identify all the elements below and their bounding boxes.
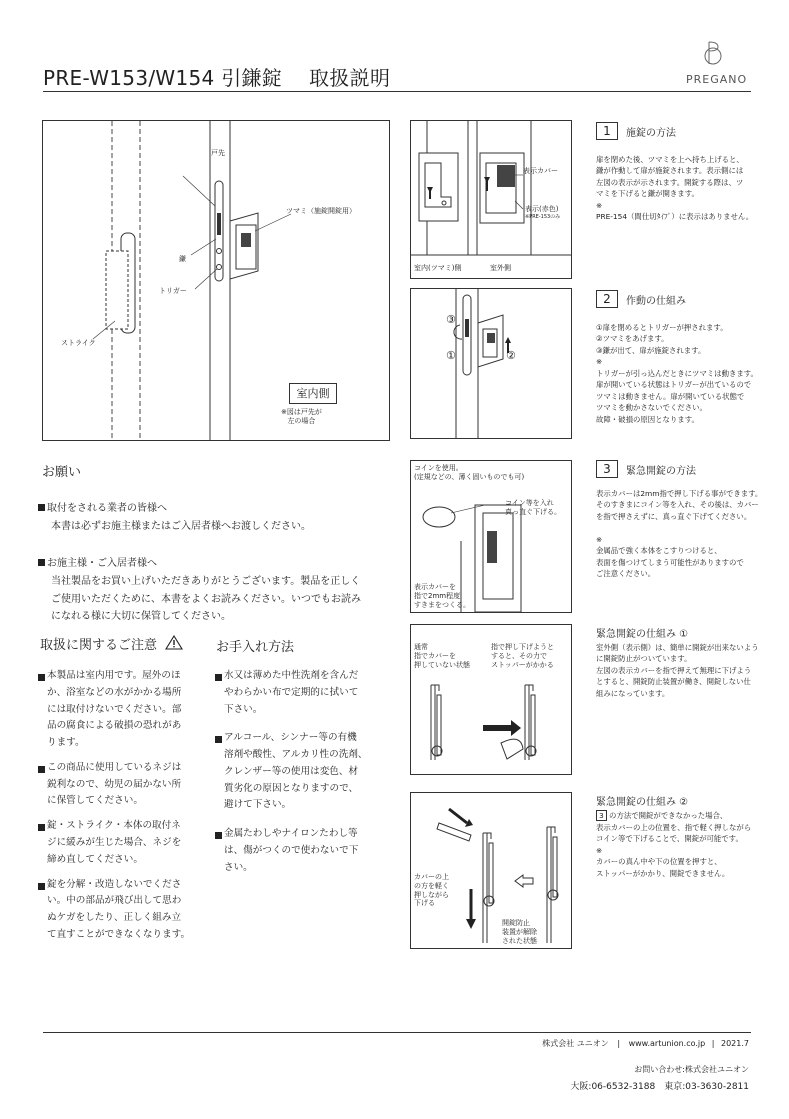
label-door-edge: 戸先 bbox=[211, 149, 225, 157]
section-3-title: 緊急開錠の方法 bbox=[626, 465, 696, 477]
caution-heading: 取扱に関するご注意 bbox=[40, 634, 183, 653]
label-push: 指で押し下げようと すると、その力で ストッパーがかかる bbox=[491, 643, 554, 669]
section-2-body: ①扉を閉めるとトリガーが押されます。 ②ツマミをあげます。 ③鎌が出て、扉が施錠されます。 ※ トリガーが引っ込んだときにツマミは動きます。 扉が開いている状態はトリガーが出ているので ツマミは動きません。扉が開いている状態で ツマミを動かさないでください。 故障・破損の原因となります。 bbox=[596, 323, 758, 424]
room-label: 室内側 bbox=[289, 383, 337, 404]
caution-item: この商品に使用しているネジは 鋭利なので、幼児の届かない所 に保管してください。 bbox=[38, 760, 208, 810]
callout-1: ① bbox=[446, 349, 456, 362]
caution-item: 本製品は室内用です。屋外のほ か、浴室などの水がかかる場所 には取付けないでください。部 品の腐食による破損の恐れがあ ります。 bbox=[38, 668, 208, 752]
footer-url[interactable]: www.artunion.co.jp bbox=[628, 1039, 706, 1048]
label-cover: 表示カバー bbox=[523, 167, 558, 175]
footer-date: 2021.7 bbox=[721, 1039, 749, 1048]
section-3-heading bbox=[596, 460, 696, 478]
figure-locking bbox=[410, 120, 572, 279]
section-2-title: 作動の仕組み bbox=[626, 295, 686, 307]
figure-emergency bbox=[410, 460, 572, 613]
section-2-number: 2 bbox=[596, 290, 618, 308]
label-hook: 鎌 bbox=[179, 255, 186, 263]
page-title: PRE-W153/W154 引鎌錠 取扱説明 bbox=[43, 66, 391, 90]
section-1-body: 扉を閉めた後、ツマミを上へ持ち上げると、 鎌が作動して扉が施錠されます。表示側には 左図の表示が示されます。開錠する際は、ツ マミを下げると鎌が開きます。 ※ PRE-154（間仕切ﾀｲﾌﾟ）に表示はありません。 bbox=[596, 155, 754, 222]
label-strike: ストライク bbox=[61, 339, 96, 347]
figure-stopper bbox=[410, 624, 572, 775]
figure-release bbox=[410, 792, 572, 949]
mech1-title: 緊急開錠の仕組み ① bbox=[596, 629, 689, 640]
footer-rule bbox=[43, 1032, 751, 1033]
footer-phones: 大阪:06-6532-3188 東京:03-3630-2811 bbox=[570, 1082, 749, 1092]
label-insert: コイン等を入れ 真っ直ぐ下げる。 bbox=[505, 499, 561, 516]
mech1-body: 室外側（表示側）は、簡単に開錠が出来ないよう に開錠防止がついています。 左図の表示カバーを指で押えて無理に下げよう とすると、開錠防止装置が働き、開錠しない仕 組みになっています。 bbox=[596, 643, 759, 698]
figure-mechanism bbox=[410, 288, 572, 439]
request-1-head: 取付をされる業者の皆様へ bbox=[38, 500, 167, 518]
header-rule bbox=[43, 91, 751, 92]
warning-icon bbox=[165, 635, 183, 650]
footer-info: 株式会社 ユニオン | www.artunion.co.jp | 2021.7 bbox=[542, 1039, 749, 1048]
request-1-body: 本書は必ずお施主様またはご入居者様へお渡しください。 bbox=[51, 521, 311, 532]
room-note: ※図は戸先が 左の場合 bbox=[281, 408, 322, 425]
section-2-heading bbox=[596, 290, 686, 308]
label-trigger: トリガー bbox=[159, 287, 187, 295]
label-inside: 室内(ツマミ)側 bbox=[414, 264, 462, 272]
label-note: ※PRE-153のみ bbox=[525, 214, 561, 220]
main-figure bbox=[42, 120, 390, 441]
label-gap: 表示カバーを 指で2mm程度 すきまをつくる。 bbox=[414, 583, 470, 609]
label-released: 開錠防止 装置が解除 された状態 bbox=[502, 919, 537, 945]
label-knob: ツマミ（施錠開錠用） bbox=[286, 207, 356, 215]
mech2-body: 表示カバーの上の位置を、指で軽く押しながら コイン等で下げることで、開錠が可能です。 ※ カバーの真ん中や下の位置を押すと、 ストッパーがかかり、開錠できません。 bbox=[596, 823, 752, 878]
care-heading: お手入れ方法 bbox=[216, 640, 295, 655]
caution-item: 錠を分解・改造しないでくださ い。中の部品が飛び出して思わ ぬケガをしたり、正しく組み立 て直すことができなくなります。 bbox=[38, 877, 208, 944]
mech2-num: 3 bbox=[596, 810, 607, 821]
mech2-line1 bbox=[596, 810, 727, 821]
care-list bbox=[215, 668, 385, 877]
request-2-body: 当社製品をお買い上げいただきありがとうございます。製品を正しく ご使用いただくために、本書をよくお読みください。いつでもお読み になれる様に大切に保管してください。 bbox=[51, 576, 361, 622]
footer-contact: お問い合わせ:株式会社ユニオン bbox=[634, 1065, 749, 1074]
request-heading: お願い bbox=[42, 465, 82, 480]
label-normal: 通常 指でカバーを 押していない状態 bbox=[414, 643, 470, 669]
care-item: 水又は薄めた中性洗剤を含んだ やわらかい布で定期的に拭いて 下さい。 bbox=[215, 668, 385, 718]
mech2-title: 緊急開錠の仕組み ② bbox=[596, 797, 689, 808]
caution-item: 錠・ストライク・本体の取付ネ ジに緩みが生じた場合、ネジを 締め直してください。 bbox=[38, 818, 208, 868]
lock-diagram bbox=[43, 121, 389, 440]
section-1-number: 1 bbox=[596, 122, 618, 140]
footer-company: 株式会社 ユニオン bbox=[542, 1039, 609, 1048]
care-item: アルコール、シンナー等の有機 溶剤や酸性、アルカリ性の洗剤、 クレンザー等の使用は変色、材 質劣化の原因となりますので、 避けて下さい。 bbox=[215, 730, 385, 814]
label-coin: コインを使用。 (定規などの、薄く固いものでも可) bbox=[414, 464, 525, 481]
brand-logo bbox=[698, 38, 728, 68]
callout-2: ② bbox=[506, 349, 516, 362]
label-outside: 室外側 bbox=[490, 264, 511, 272]
section-1-heading bbox=[596, 122, 676, 140]
care-item: 金属たわしやナイロンたわし等 は、傷がつくので使わないで下 さい。 bbox=[215, 826, 385, 876]
request-2-head: お施主様・ご入居者様へ bbox=[38, 555, 157, 573]
mech2-line1-text: の方法で開錠ができなかった場合、 bbox=[606, 811, 728, 820]
label-press-top: カバーの上 の方を軽く 押しながら 下げる bbox=[414, 873, 449, 908]
label-red: 表示(赤色) bbox=[525, 205, 559, 213]
brand-name: PREGANO bbox=[686, 73, 748, 86]
caution-list bbox=[38, 668, 208, 944]
section-3-body: 表示カバーは2mm指で押し下げる事ができます。 そのすきまにコイン等を入れ、その後は、カバー を指で押さえずに、真っ直ぐ下げてください。 ※ 金属品で強く本体をこすりつけると、 表面を傷つけてしまう可能性がありますので ご注意ください。 bbox=[596, 489, 763, 579]
section-3-number: 3 bbox=[596, 460, 618, 478]
callout-3: ③ bbox=[446, 313, 456, 326]
section-1-title: 施錠の方法 bbox=[626, 127, 676, 139]
